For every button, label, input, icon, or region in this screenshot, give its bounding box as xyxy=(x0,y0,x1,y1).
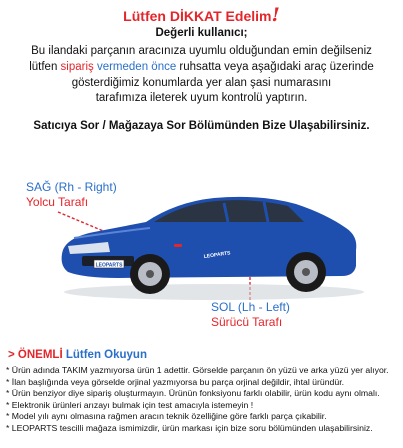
bullet-list xyxy=(6,365,402,435)
please-read-label: Lütfen Okuyun xyxy=(62,349,147,361)
notice-line-2-post: ruhsatta veya aşağıdaki araç üzerinde xyxy=(176,60,374,73)
list-item: * Ürün adında TAKIM yazmıyorsa ürün 1 adettir. Görselde parçanın ön yüzü ve arka yüzü yer alıyor. xyxy=(6,365,389,375)
left-side-label xyxy=(211,300,290,330)
right-side-en: SAĞ (Rh - Right) xyxy=(26,180,117,194)
notice-line-4: tarafımıza ileterek uyum kontrolü yaptırın. xyxy=(95,92,308,105)
list-item: * İlan başlığında veya görselde orjinal yazmıyorsa bu parça orjinal değildir, ihtal üründür. xyxy=(6,376,345,387)
greeting: Değerli kullanıcı; xyxy=(155,27,248,39)
list-item: * Elektronik ürünleri arızayı bulmak için test amacıyla istemeyin ! xyxy=(6,399,254,410)
contact-line: Satıcıya Sor / Mağazaya Sor Bölümünden Bize Ulaşabilirsiniz. xyxy=(33,120,370,132)
important-label: ÖNEMLİ xyxy=(14,349,63,361)
warning-exclamation: ! xyxy=(271,4,280,26)
list-item: * Model yılı aynı olmasına rağmen aracın teknik özelliğine göre farklı parça çıkabilir. xyxy=(6,411,327,422)
warning-title xyxy=(0,4,403,26)
plate-text: LEOPARTS xyxy=(95,262,123,269)
warning-title-text: Lütfen DİKKAT Edelim xyxy=(123,8,272,24)
door-brand-text: LEOPARTS xyxy=(203,250,231,260)
chevron-right-icon: > xyxy=(8,349,15,361)
notice-line-2 xyxy=(2,60,401,76)
notice-line-2-pre: lütfen xyxy=(29,60,61,73)
notice-vermeden-once: vermeden önce xyxy=(93,60,177,73)
right-side-tr: Yolcu Tarafı xyxy=(26,195,89,209)
left-side-en: SOL (Lh - Left) xyxy=(211,300,290,314)
list-item: * LEOPARTS tescilli mağaza ismimizdir, ürün markası için bize soru bölümünden ulaşabilirsiniz. xyxy=(6,422,373,433)
list-item: * Ürün benziyor diye sipariş oluşturmayın. Ürünün fonksiyonu farklı olabilir, ürün kodu aynı olmalı. xyxy=(6,388,380,399)
notice-line-1: Bu ilandaki parçanın aracınıza uyumlu olduğundan emin değilseniz xyxy=(31,45,372,57)
important-read-heading xyxy=(8,349,147,361)
notice-paragraph xyxy=(2,44,401,107)
notice-line-3: gösterdiğimiz konumlarda yer alan şasi numarasını xyxy=(71,76,332,89)
left-side-tr: Sürücü Tarafı xyxy=(211,315,283,329)
notice-siparis: sipariş xyxy=(60,60,94,73)
car-image xyxy=(54,192,364,302)
